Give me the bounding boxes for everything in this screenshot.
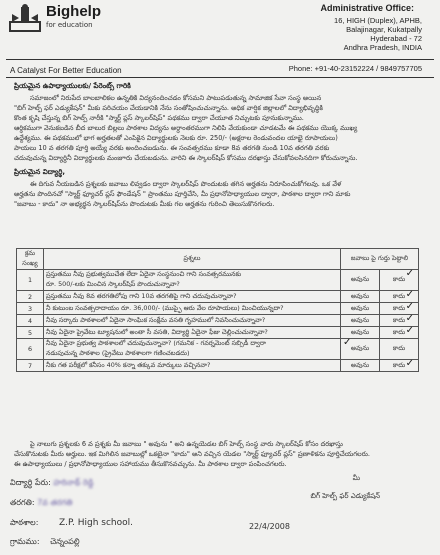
school-label: పాఠశాల: bbox=[10, 518, 39, 527]
question-line: నీవు ఏదైనా ప్రభుత్వ పాఠశాలలో చదువుచున్నావా? (గమనిక - గవర్నమెంట్ సబ్సిడీ ద్వారా bbox=[46, 339, 266, 347]
table-row bbox=[17, 270, 419, 291]
col-header-question: ప్రశ్నలు bbox=[44, 249, 341, 270]
table-row bbox=[17, 315, 419, 327]
question-text bbox=[44, 339, 341, 360]
question-line: నడుపుచున్న పాఠశాల (ప్రైవేటు పాఠశాలగా గణించబడదు) bbox=[46, 349, 190, 357]
question-text bbox=[44, 270, 341, 291]
tagline: A Catalyst For Better Education bbox=[10, 66, 122, 75]
question-text bbox=[44, 315, 341, 327]
answer-yes[interactable]: అవును bbox=[341, 315, 380, 327]
brand-subtitle: for education bbox=[46, 21, 93, 29]
table-row bbox=[17, 339, 419, 360]
checkmark-icon: ✓ bbox=[405, 358, 414, 369]
table-row bbox=[17, 327, 419, 339]
class-value: 7వ తరగతి bbox=[37, 498, 73, 507]
village-value: చెన్నంపల్లి bbox=[50, 537, 80, 546]
answer-no-label: కాదు bbox=[392, 291, 406, 300]
paragraph-line: చేసుకొనుటకు మీరు అర్హులు. ఇక మిగిలిన జవాబుల్లో ఒకటైనా "కాదు" అని వచ్చిన యెడల "స్మార్ట్ ఫ్యూచర్ ప్లస్" ప్రణాళికను పూర్తిచేయగలరు. bbox=[14, 450, 370, 458]
table-row bbox=[17, 303, 419, 315]
paragraph-line: సమాజంలో నిరుపేద బాలబాలికల ఉన్నతికి విద్యనందించడం కోసమని పాటుపడుతున్న సామాజిక సేవా సంస్థ అయిన bbox=[30, 94, 322, 102]
question-number: 5 bbox=[17, 327, 44, 339]
brand-name: Bighelp bbox=[46, 3, 101, 20]
checkmark-icon: ✓ bbox=[405, 268, 414, 279]
checkmark-icon: ✓ bbox=[343, 337, 352, 348]
answer-yes[interactable]: అవును bbox=[341, 327, 380, 339]
answer-yes[interactable]: అవును bbox=[341, 270, 380, 291]
question-number: 2 bbox=[17, 291, 44, 303]
address-line: 16, HIGH (Duplex), APHB, bbox=[334, 16, 422, 25]
question-line: నీ కుటుంబ సంవత్సరాదాయం రూ. 36,000/- (ముప్ఫై ఆరు వేల రూపాయలు) మించియున్నదా? bbox=[46, 303, 284, 312]
question-text bbox=[44, 360, 341, 372]
question-text bbox=[44, 327, 341, 339]
question-line: నీవు సర్కారు పాఠశాలలో ఏదైనా సాంఘిక సంక్షేమ వసతి గృహములో నివసించుచున్నావా? bbox=[46, 315, 266, 324]
eligibility-table bbox=[16, 248, 419, 372]
question-line: నీవు ఏదైనా ప్రైవేటు ట్యూషనులో అంతా సీ వసతి, విద్యార్థి ఏదైనా ఫీజు చెల్లించుచున్నావా? bbox=[46, 327, 268, 336]
student-salutation: ప్రియమైన విద్యార్థి, bbox=[14, 168, 66, 176]
answer-no[interactable] bbox=[380, 360, 419, 372]
answer-no-label: కాదు bbox=[392, 303, 406, 312]
question-text bbox=[44, 303, 341, 315]
answer-no[interactable] bbox=[380, 270, 419, 291]
answer-yes[interactable]: అవును bbox=[341, 303, 380, 315]
answer-no-label: కాదు bbox=[392, 275, 406, 283]
student-name-field bbox=[10, 478, 94, 489]
answer-no-label: కాదు bbox=[392, 315, 406, 324]
answer-yes[interactable]: అవును bbox=[341, 360, 380, 372]
answer-no-label: కాదు bbox=[392, 344, 406, 352]
paragraph-line: పై నాలుగు ప్రశ్నలకు 6 వ ప్రశ్నకు మీ జవాబు " అవును " అని ఉన్నయెడల బిగ్ హెల్ప్ సంస్థ వారు స్కాలర్‌షిప్ కోసం దరఖాస్తు bbox=[30, 440, 343, 448]
col-header-number: క్రమ సంఖ్య bbox=[17, 249, 44, 270]
paragraph-line: ఈ ఉపాధ్యాయులు / ప్రధానోపాధ్యాయుల సహాయము తీసుకొనవచ్చును. మీ పాఠశాల ద్వారా పంపించగలరు. bbox=[14, 460, 287, 468]
bighelp-logo-icon bbox=[8, 4, 42, 34]
paragraph-line: పాయలు 10 వ తరగతి పూర్తి అయ్యే వరకు అందించబడును. ఈ సంవత్సరము కూడా 8వ తరగతి నుండి 10వ తరగతి వరకు bbox=[14, 144, 330, 152]
checkmark-icon: ✓ bbox=[405, 325, 414, 336]
question-text bbox=[44, 291, 341, 303]
col-header-answer: జవాబు పై గుర్తు పెట్టాలి bbox=[341, 249, 419, 270]
village-field bbox=[10, 537, 80, 548]
date-value: 22/4/2008 bbox=[248, 522, 290, 531]
student-name-value: హరినాథ్ రెడ్డి bbox=[53, 478, 94, 487]
answer-no[interactable] bbox=[380, 327, 419, 339]
closing: మీ bbox=[352, 474, 360, 482]
table-row bbox=[17, 360, 419, 372]
school-field bbox=[10, 518, 133, 529]
question-line: ప్రస్తుతము నీవు ప్రభుత్వముచేత లేదా ఏదైనా సంస్థనుంచి గాని సంవత్సరమునకు bbox=[46, 270, 242, 278]
village-label: గ్రామము: bbox=[10, 537, 40, 546]
header-divider bbox=[6, 59, 434, 60]
answer-no-label: కాదు bbox=[392, 360, 406, 369]
paragraph-line: చదువుచున్న విద్యార్థినీ విద్యార్థులకు మంజూరు చేయబడును. వారిని ఈ స్కాలర్‌షిప్ కోసము దరఖాస్తు చేసుకోవలసినదిగా కోరుచున్నాను. bbox=[14, 154, 358, 162]
answer-yes[interactable]: అవును bbox=[341, 291, 380, 303]
question-number: 3 bbox=[17, 303, 44, 315]
header-divider bbox=[6, 77, 434, 78]
question-line: ప్రస్తుతము నీవు 8వ తరగతిలోపు గాని 10వ తరగతిపై గాని చదువుచున్నావా? bbox=[46, 291, 237, 300]
question-line: రూ. 500/-లకు మించిన స్కాలర్‌షిప్ పొందుచున్నావా? bbox=[46, 280, 180, 288]
paragraph-line: అర్హతను పొందినచో "స్మార్ట్ ఫ్యూచర్ ప్లస్ ఫౌండేషన్ " ప్రాంతము పూర్తిచేసి, మీ ప్రధానోపాధ్యాయుల ద్వారా, పాఠశాల ద్వారా గాని మాకు bbox=[14, 190, 351, 198]
answer-no-label: కాదు bbox=[392, 327, 406, 336]
address-line: Hyderabad - 72 bbox=[370, 34, 422, 43]
paragraph-line: ఉద్దేశ్యము. ఈ పథకములో భాగ అర్హతలతో ఎంపికైన విద్యార్థులకు నెలకు రూ. 250/- (అక్షరాల రెండువందల యాభై రూపాయలు) bbox=[14, 134, 338, 142]
question-line: నీకు గత పరీక్షలో కనీసం 40% కన్నా తక్కువ మార్కులు వచ్చినవా? bbox=[46, 360, 211, 369]
question-number: 7 bbox=[17, 360, 44, 372]
address-line: Balajinagar, Kukatpally bbox=[346, 25, 422, 34]
table-header-row bbox=[17, 249, 419, 270]
paragraph-line: ఆర్ధికముగా వెనుకబడిన బీద బాలుర బిల్లలు పాఠశాల విద్యను అర్ధాంతరముగా నిలిపి వేయకుండా చూడటమే ఈ పథకము యొక్క ముఖ్య bbox=[14, 124, 358, 132]
table-row bbox=[17, 291, 419, 303]
office-title: Administrative Office: bbox=[320, 3, 414, 13]
paragraph-line: కొంత కృషి చేస్తున్న బిగ్ హెల్ప్ నారీకి "స్మార్ట్ ప్లస్ స్కాలర్‌షిప్" పథకము ద్వారా చేయూత నిచ్చుటకు పూనుకున్నాము. bbox=[14, 114, 304, 122]
class-label: తరగతి: bbox=[10, 498, 35, 507]
signature-org: బిగ్ హెల్ప్ ఫర్ ఎడ్యుకేషన్ bbox=[310, 492, 380, 500]
checkmark-icon: ✓ bbox=[405, 289, 414, 300]
paragraph-line: "జవాబు - కాదు" నా అభ్యర్థన స్కాలర్‌షిప్‌ను పొందుటకు మీకు గల అర్హతను గురించి తెలుసుకొనగలరు. bbox=[14, 200, 275, 208]
checkmark-icon: ✓ bbox=[405, 301, 414, 312]
answer-no[interactable] bbox=[380, 339, 419, 360]
phone-number: Phone: +91-40-23152224 / 9849757705 bbox=[288, 64, 422, 73]
answer-yes[interactable]: అవును ✓ bbox=[341, 339, 380, 360]
paragraph-line: "బిగ్ హెల్ప్ ఫర్ ఎడ్యుకేషన్" మీకు పరిచయం చేయడానికి నేను సంతోషించుచున్నాను. అధిక వార్షిక జిల్లాలలో విద్యాభివృద్ధికి bbox=[14, 104, 323, 112]
question-number: 6 bbox=[17, 339, 44, 360]
class-field bbox=[10, 498, 72, 509]
checkmark-icon: ✓ bbox=[405, 313, 414, 324]
question-number: 4 bbox=[17, 315, 44, 327]
address-line: Andhra Pradesh, INDIA bbox=[343, 43, 422, 52]
student-name-label: విద్యార్థి పేరు: bbox=[10, 478, 51, 487]
salutation: ప్రియమైన ఉపాధ్యాయులకు/ పేరెంట్స్ గారికి bbox=[14, 82, 131, 90]
question-number: 1 bbox=[17, 270, 44, 291]
school-value: Z.P. High school. bbox=[58, 518, 134, 528]
paragraph-line: ఈ దిగువ నీయబడిన ప్రశ్నలకు జవాబు లివ్వడం ద్వారా స్కాలర్‌షిప్ పొందుటకు తగిన అర్హతను నిరూపించుకోగలవు. ఒక వేళ bbox=[30, 180, 342, 188]
